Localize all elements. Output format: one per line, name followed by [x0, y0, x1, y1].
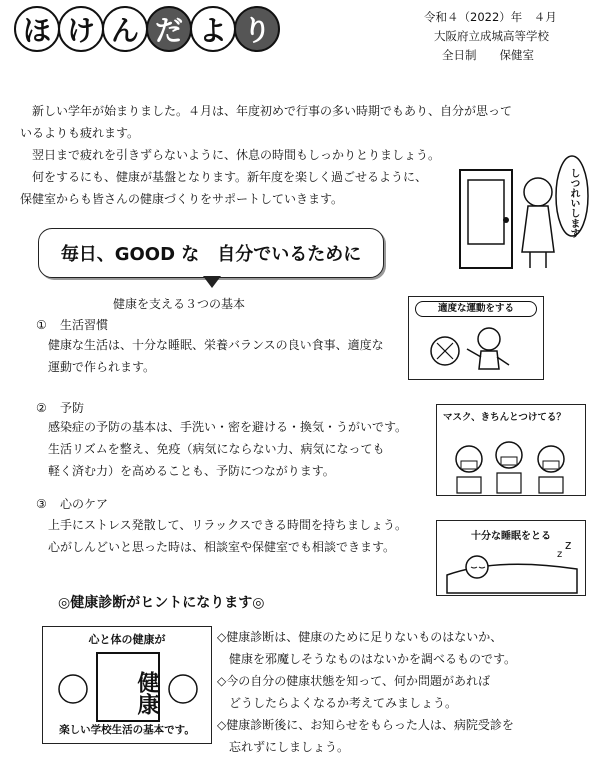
hint-line: ◇健康診断後に、お知らせをもらった人は、病院受診を [217, 718, 514, 732]
subheading: 健康を支える３つの基本 [113, 297, 246, 311]
hint-line: ◇今の自分の健康状態を知って、何か問題があれば [217, 674, 490, 688]
banner-tail [203, 276, 221, 288]
intro-line: 保健室からも皆さんの健康づくりをサポートしていきます。 [20, 192, 344, 206]
sleep-illustration [436, 520, 586, 596]
hint-line: ◇健康診断は、健康のために足りないものはないか、 [217, 630, 503, 644]
section-heading: ① 生活習慣 [36, 318, 109, 332]
banner-text: 毎日、GOOD な 自分でいるために [60, 244, 362, 265]
section-heading: ② 予防 [36, 401, 85, 415]
intro-line: 新しい学年が始まりました。４月は、年度初めで行事の多い時期でもあり、自分が思って [32, 104, 513, 118]
intro-line: 何をするにも、健康が基盤となります。新年度を楽しく過ごせるように、 [32, 170, 428, 184]
door-speech-text: しつれいします [568, 168, 579, 238]
hint-list [217, 626, 516, 758]
school-name: 大阪府立成城高等学校 [434, 29, 549, 43]
svg-text:z: z [565, 538, 572, 552]
hint-line: 健康を邪魔しそうなものはないかを調べるものです。 [229, 652, 517, 666]
exercise-caption: 適度な運動をする [415, 301, 537, 317]
mask-illustration [436, 404, 586, 496]
hint-line: どうしたらよくなるか考えてみましょう。 [229, 696, 458, 710]
title-char: だ [146, 6, 192, 52]
title-char: り [234, 6, 280, 52]
intro-line: いるよりも疲れます。 [20, 126, 140, 140]
door-illustration [458, 152, 590, 270]
title-char: ほ [14, 6, 60, 52]
intro-text [20, 100, 513, 210]
main-banner [38, 228, 384, 278]
health-bottom-text: 楽しい学校生活の基本です。 [59, 724, 195, 736]
health-center-text: 健康 [134, 671, 159, 715]
section-body: 上手にストレス発散して、リラックスできる時間を持ちましょう。 心がしんどいと思った時は、相談室や保健室でも相談できます。 [48, 518, 408, 554]
health-top-text: 心と体の健康が [88, 633, 166, 646]
section-body: 感染症の予防の基本は、手洗い・密を避ける・換気・うがいです。 生活リズムを整え、免疫（病気にならない力、病気になっても 軽く済む力）を高めることも、予防につながります。 [48, 420, 408, 478]
mask-caption: マスク、きちんとつけてる？ [443, 412, 566, 423]
title-char: け [58, 6, 104, 52]
hint-title: ◎健康診断がヒントになります◎ [58, 595, 265, 611]
sleep-caption: 十分な睡眠をとる [471, 531, 551, 542]
health-illustration [42, 626, 212, 744]
title-char: ん [102, 6, 148, 52]
hint-line: 忘れずにしましょう。 [229, 740, 350, 754]
svg-text:z: z [557, 549, 563, 560]
newsletter-title [14, 6, 278, 52]
exercise-illustration [408, 296, 544, 380]
header-info [424, 8, 557, 65]
section-body: 健康な生活は、十分な睡眠、栄養バランスの良い食事、適度な 運動で作られます。 [48, 338, 384, 374]
section-heading: ③ 心のケア [36, 497, 109, 511]
title-char: よ [190, 6, 236, 52]
intro-line: 翌日まで疲れを引きずらないように、休息の時間もしっかりとりましょう。 [32, 148, 441, 162]
department-name: 全日制 保健室 [442, 48, 534, 62]
issue-date: 令和４（2022）年 ４月 [424, 10, 557, 24]
